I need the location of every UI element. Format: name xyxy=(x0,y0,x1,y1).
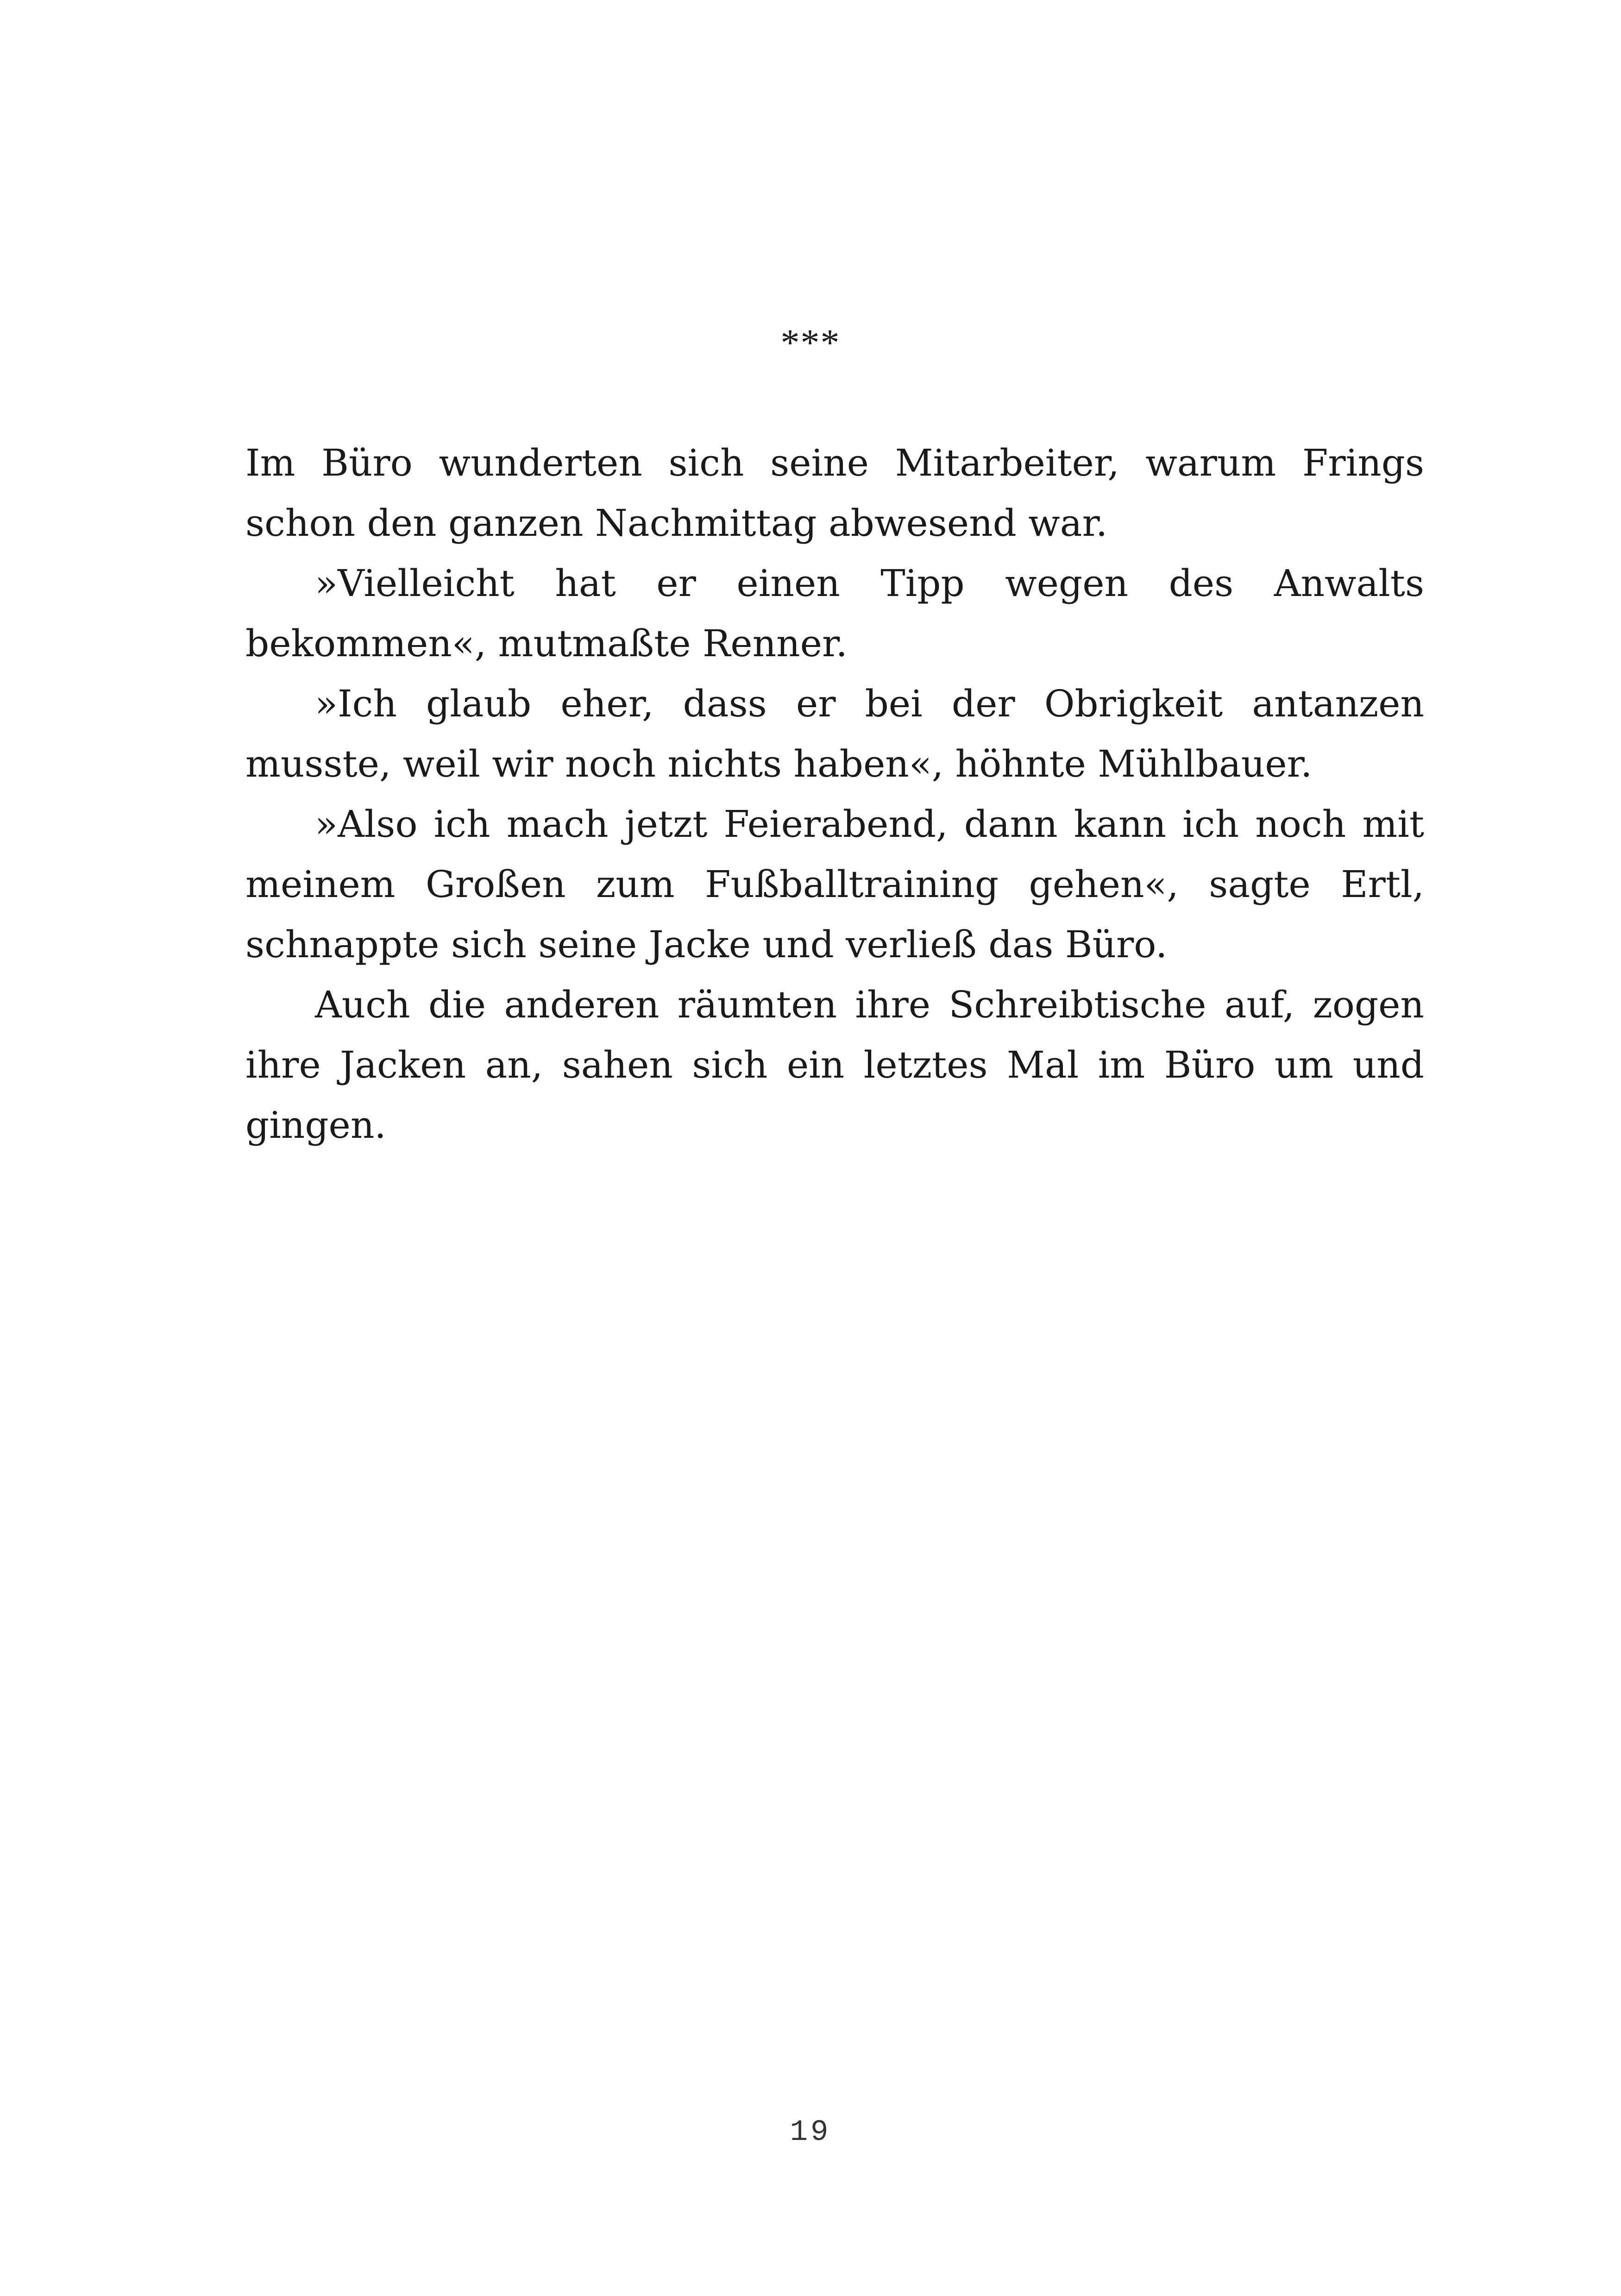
paragraph: »Ich glaub eher, dass er bei der Obrigkeit antanzen musste, weil wir noch nichts haben«, höhnte Mühlbauer. xyxy=(245,682,1424,785)
paragraph: Auch die anderen räumten ihre Schreibtische auf, zogen ihre Jacken an, sahen sich ein letztes Mal im Büro um und gingen. xyxy=(245,983,1424,1147)
scene-break: *** xyxy=(780,321,841,364)
paragraph: Im Büro wunderten sich seine Mitarbeiter, warum Frings schon den ganzen Nachmittag abwesend war. xyxy=(245,441,1424,545)
paragraph: »Also ich mach jetzt Feierabend, dann kann ich noch mit meinem Großen zum Fußballtraining gehen«, sagte Ertl, schnappte sich seine Jacke und verließ das Büro. xyxy=(245,803,1424,966)
body-text xyxy=(245,433,1424,1155)
page-number: 19 xyxy=(790,2116,831,2149)
paragraph: »Vielleicht hat er einen Tipp wegen des Anwalts bekommen«, mutmaßte Renner. xyxy=(245,562,1424,665)
